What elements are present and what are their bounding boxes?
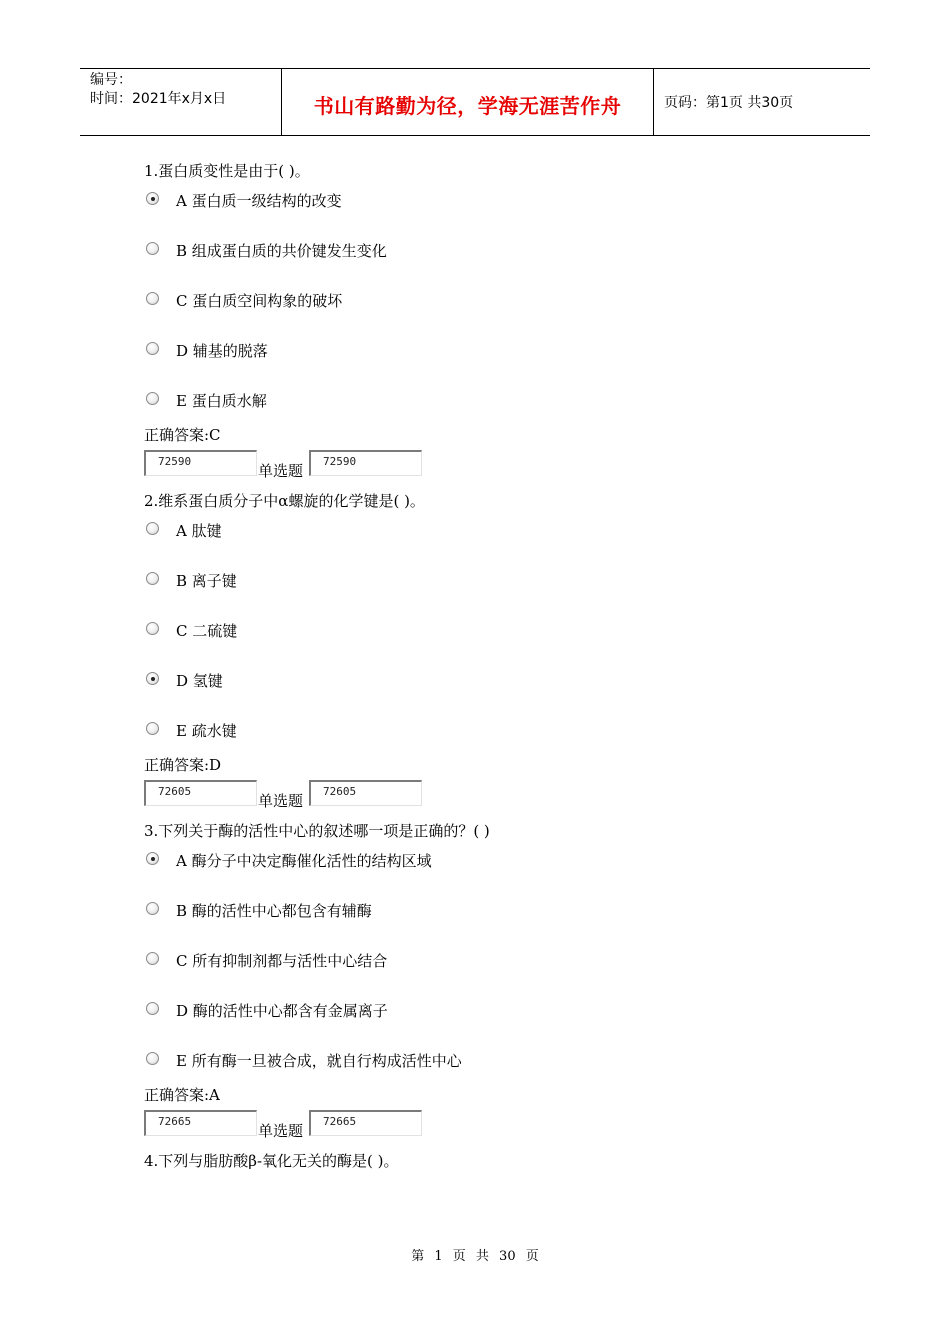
option-d[interactable]	[144, 664, 844, 714]
time-label: 时间：2021年x月x日	[90, 91, 227, 107]
option-b[interactable]	[144, 234, 844, 284]
question-block	[144, 158, 844, 480]
question-title: 3.下列关于酶的活性中心的叙述哪一项是正确的？( )	[144, 822, 490, 840]
id-field[interactable]: 72665	[309, 1110, 422, 1136]
option-c[interactable]	[144, 614, 844, 664]
header-meta	[80, 69, 282, 135]
id-field[interactable]: 72590	[144, 450, 257, 476]
option-e[interactable]	[144, 1044, 844, 1094]
option-c[interactable]	[144, 284, 844, 334]
id-field[interactable]: 72605	[309, 780, 422, 806]
radio-button[interactable]	[146, 902, 159, 915]
question-title: 2.维系蛋白质分子中α螺旋的化学键是( )。	[144, 492, 425, 510]
option-label: B 组成蛋白质的共价键发生变化	[176, 242, 387, 260]
option-e[interactable]	[144, 384, 844, 434]
id-row	[144, 780, 844, 810]
option-d[interactable]	[144, 334, 844, 384]
id-field[interactable]: 72605	[144, 780, 257, 806]
option-b[interactable]	[144, 564, 844, 614]
radio-button[interactable]	[146, 292, 159, 305]
question-block	[144, 818, 844, 1140]
question-title: 1.蛋白质变性是由于( )。	[144, 162, 310, 180]
option-label: D 辅基的脱落	[176, 342, 268, 360]
option-e[interactable]	[144, 714, 844, 764]
id-row	[144, 450, 844, 480]
motto: 书山有路勤为径，学海无涯苦作舟	[313, 93, 622, 118]
option-b[interactable]	[144, 894, 844, 944]
correct-answer: 正确答案:A	[144, 1086, 220, 1104]
header-motto-cell	[282, 69, 654, 135]
document-header	[80, 68, 870, 136]
option-label: E 蛋白质水解	[176, 392, 267, 410]
radio-button[interactable]	[146, 192, 159, 205]
id-row	[144, 1110, 844, 1140]
question-block	[144, 488, 844, 810]
option-label: D 酶的活性中心都含有金属离子	[176, 1002, 388, 1020]
radio-button[interactable]	[146, 1052, 159, 1065]
radio-button[interactable]	[146, 342, 159, 355]
option-label: B 酶的活性中心都包含有辅酶	[176, 902, 372, 920]
number-label: 编号：	[90, 72, 132, 88]
radio-button[interactable]	[146, 1002, 159, 1015]
option-a[interactable]	[144, 844, 844, 894]
option-label: B 离子键	[176, 572, 237, 590]
option-label: A 蛋白质一级结构的改变	[176, 192, 342, 210]
page-info: 页码：第1页 共30页	[664, 95, 794, 111]
question-type: 单选题	[258, 462, 304, 480]
correct-answer: 正确答案:D	[144, 756, 222, 774]
option-label: A 肽键	[176, 522, 222, 540]
quiz-content	[144, 158, 844, 1174]
question-type: 单选题	[258, 1122, 304, 1140]
radio-button[interactable]	[146, 522, 159, 535]
radio-button[interactable]	[146, 622, 159, 635]
id-field[interactable]: 72665	[144, 1110, 257, 1136]
correct-answer: 正确答案:C	[144, 426, 221, 444]
option-label: C 所有抑制剂都与活性中心结合	[176, 952, 388, 970]
option-label: D 氢键	[176, 672, 223, 690]
option-c[interactable]	[144, 944, 844, 994]
radio-button[interactable]	[146, 852, 159, 865]
radio-button[interactable]	[146, 392, 159, 405]
option-label: E 所有酶一旦被合成，就自行构成活性中心	[176, 1052, 462, 1070]
radio-button[interactable]	[146, 572, 159, 585]
header-page-info	[654, 69, 870, 135]
option-d[interactable]	[144, 994, 844, 1044]
option-label: C 蛋白质空间构象的破坏	[176, 292, 343, 310]
radio-button[interactable]	[146, 952, 159, 965]
radio-button[interactable]	[146, 722, 159, 735]
option-label: C 二硫键	[176, 622, 238, 640]
option-label: A 酶分子中决定酶催化活性的结构区域	[176, 852, 432, 870]
option-a[interactable]	[144, 184, 844, 234]
radio-button[interactable]	[146, 242, 159, 255]
option-a[interactable]	[144, 514, 844, 564]
page-footer: 第 1 页 共 30 页	[411, 1249, 539, 1264]
question-title: 4.下列与脂肪酸β-氧化无关的酶是( )。	[144, 1152, 399, 1170]
radio-button[interactable]	[146, 672, 159, 685]
option-label: E 疏水键	[176, 722, 237, 740]
question-type: 单选题	[258, 792, 304, 810]
id-field[interactable]: 72590	[309, 450, 422, 476]
